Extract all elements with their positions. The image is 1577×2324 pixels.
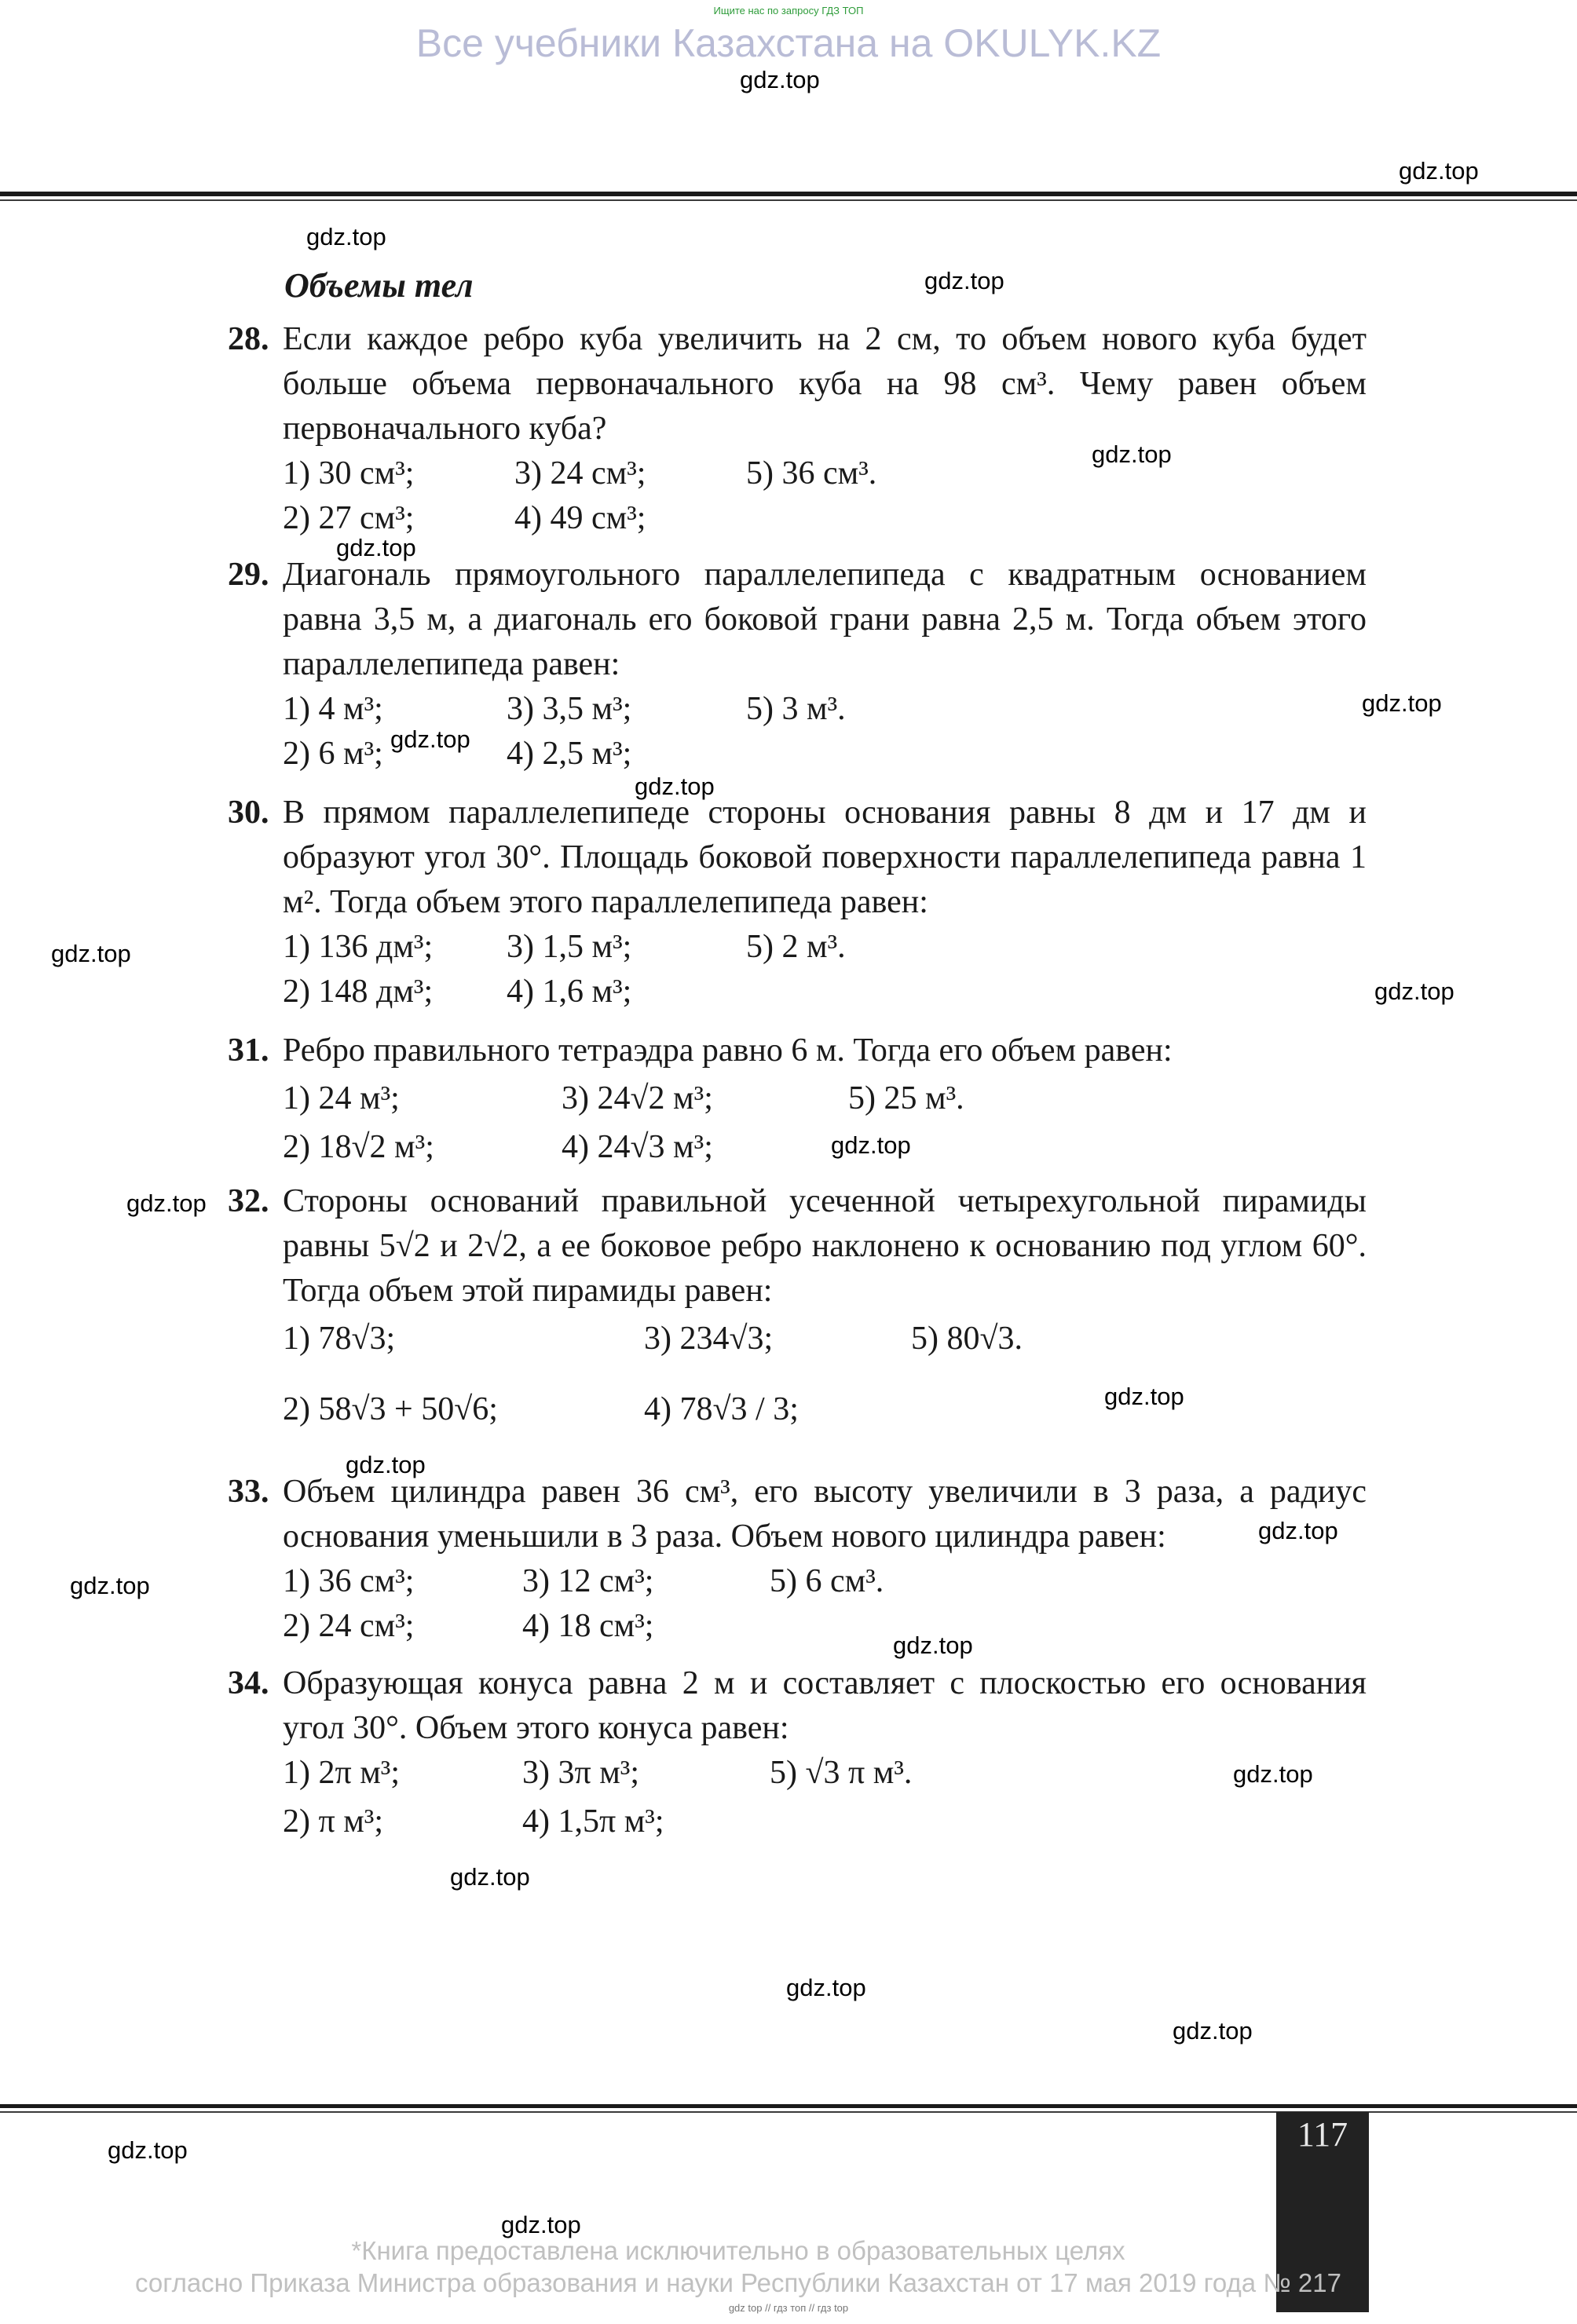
- watermark: gdz.top: [786, 1974, 866, 2001]
- problem-statement: Образующая конуса равна 2 м и составляет с плоскостью его основания угол 30°. Объем этого конуса равен:: [283, 1665, 1367, 1746]
- disclaimer-line-1: *Книга предоставлена исключительно в образовательных целях: [351, 2236, 1125, 2265]
- problem-number: 28.: [228, 321, 269, 357]
- watermark: gdz.top: [306, 223, 386, 250]
- bottom-rule-thick: [0, 2104, 1577, 2108]
- watermark: gdz.top: [450, 1863, 530, 1891]
- answer-option: 1) 4 м³;: [283, 691, 383, 727]
- watermark: gdz.top: [1374, 977, 1454, 1005]
- answer-option: 4) 49 см³;: [514, 500, 646, 536]
- top-rule-thick: [0, 192, 1577, 196]
- options-row: [283, 1751, 1367, 1800]
- answer-option: 5) 2 м³.: [746, 929, 846, 965]
- answer-option: 3) 234√3;: [644, 1321, 774, 1357]
- top-search-hint: Ищите нас по запросу ГДЗ ТОП: [713, 5, 864, 16]
- answer-option: 2) 18√2 м³;: [283, 1129, 434, 1165]
- watermark: gdz.top: [1362, 689, 1442, 717]
- watermark: gdz.top: [1399, 157, 1479, 185]
- answer-option: 2) 148 дм³;: [283, 974, 434, 1010]
- problem-statement: Если каждое ребро куба увеличить на 2 см, то объем нового куба будет больше объема первоначального куба на 98 см³. Чему равен объем первоначального куба?: [283, 321, 1367, 447]
- answer-option: 4) 1,6 м³;: [507, 974, 632, 1010]
- answer-option: 2) 27 см³;: [283, 500, 415, 536]
- problem-statement: Стороны оснований правильной усеченной четырехугольной пирамиды равны 5√2 и 2√2, а ее боковое ребро наклонено к основанию под углом 60°. Тогда объем этой пирамиды равен:: [283, 1183, 1367, 1309]
- watermark: gdz.top: [108, 2136, 188, 2164]
- answer-option: 1) 78√3;: [283, 1321, 396, 1357]
- answer-option: 1) 36 см³;: [283, 1563, 415, 1599]
- watermark: gdz.top: [1258, 1517, 1338, 1544]
- options-row: [283, 1800, 1367, 1844]
- problem-number: 33.: [228, 1474, 269, 1510]
- answer-option: 5) 25 м³.: [848, 1080, 964, 1116]
- watermark: gdz.top: [126, 1189, 207, 1217]
- answer-option: 3) 3,5 м³;: [507, 691, 632, 727]
- disclaimer-line-2: согласно Приказа Министра образования и науки Республики Казахстан от 17 мая 2019 года № 217: [135, 2268, 1341, 2297]
- problem-28: [228, 317, 1367, 541]
- options-row: [283, 451, 1367, 496]
- answer-option: 2) 6 м³;: [283, 736, 383, 772]
- answer-option: 4) 2,5 м³;: [507, 736, 632, 772]
- answer-option: 1) 30 см³;: [283, 455, 415, 491]
- options-row: [283, 1122, 1367, 1171]
- watermark: gdz.top: [831, 1131, 911, 1159]
- section-title: Объемы тел: [284, 266, 474, 305]
- options-row: [283, 925, 1367, 970]
- problem-statement: Ребро правильного тетраэдра равно 6 м. Тогда его объем равен:: [283, 1032, 1173, 1069]
- problem-31: [228, 1029, 1367, 1171]
- answer-option: 3) 24 см³;: [514, 455, 646, 491]
- watermark: gdz.top: [924, 267, 1004, 294]
- problem-statement: В прямом параллелепипеде стороны основания равны 8 дм и 17 дм и образуют угол 30°. Площадь боковой поверхности параллелепипеда равна 1 м². Тогда объем этого параллелепипеда равен:: [283, 795, 1367, 920]
- watermark: gdz.top: [336, 534, 416, 561]
- problem-number: 32.: [228, 1183, 269, 1219]
- watermark: gdz.top: [1104, 1383, 1184, 1410]
- watermark: gdz.top: [1233, 1760, 1313, 1788]
- answer-option: 5) 3 м³.: [746, 691, 846, 727]
- answer-option: 2) 58√3 + 50√6;: [283, 1391, 498, 1427]
- problem-32: [228, 1179, 1367, 1447]
- top-rule-thin: [0, 199, 1577, 201]
- answer-option: 1) 24 м³;: [283, 1080, 400, 1116]
- options-row: [283, 1073, 1367, 1122]
- watermark: gdz.top: [346, 1451, 426, 1478]
- watermark: gdz.top: [893, 1632, 973, 1659]
- watermark: gdz.top: [70, 1572, 150, 1599]
- watermark: gdz.top: [1173, 2017, 1253, 2044]
- answer-option: 4) 24√3 м³;: [562, 1129, 713, 1165]
- problem-number: 34.: [228, 1665, 269, 1701]
- problem-number: 31.: [228, 1032, 269, 1069]
- answer-option: 5) 36 см³.: [746, 455, 877, 491]
- answer-option: 3) 3π м³;: [522, 1755, 640, 1791]
- watermark: gdz.top: [740, 66, 820, 93]
- problem-30: [228, 791, 1367, 1014]
- answer-option: 5) 6 см³.: [770, 1563, 884, 1599]
- options-row: [283, 1384, 1367, 1447]
- watermark: gdz.top: [51, 940, 131, 967]
- answer-option: 1) 2π м³;: [283, 1755, 401, 1791]
- watermark: gdz.top: [1092, 440, 1172, 468]
- watermark: gdz.top: [635, 773, 715, 800]
- options-row: [283, 970, 1367, 1014]
- problem-33: [228, 1470, 1367, 1649]
- watermark: gdz.top: [390, 725, 470, 753]
- answer-option: 1) 136 дм³;: [283, 929, 434, 965]
- answer-option: 4) 78√3 / 3;: [644, 1391, 799, 1427]
- problem-statement: Объем цилиндра равен 36 см³, его высоту увеличили в 3 раза, а радиус основания уменьшили в 3 раза. Объем нового цилиндра равен:: [283, 1474, 1367, 1555]
- options-row: [283, 1314, 1367, 1384]
- problem-statement: Диагональ прямоугольного параллелепипеда с квадратным основанием равна 3,5 м, а диагональ его боковой грани равна 2,5 м. Тогда объем этого параллелепипеда равен:: [283, 557, 1367, 682]
- page-number: 117: [1297, 2115, 1348, 2154]
- options-row: [283, 1559, 1367, 1604]
- answer-option: 5) 80√3.: [911, 1321, 1023, 1357]
- answer-option: 3) 12 см³;: [522, 1563, 654, 1599]
- answer-option: 3) 24√2 м³;: [562, 1080, 713, 1116]
- options-row: [283, 496, 1367, 541]
- site-banner: Все учебники Казахстана на OKULYK.KZ: [415, 21, 1162, 65]
- watermark: gdz.top: [501, 2211, 581, 2238]
- answer-option: 2) π м³;: [283, 1803, 384, 1840]
- problem-number: 29.: [228, 557, 269, 593]
- problem-number: 30.: [228, 795, 269, 831]
- problem-34: [228, 1661, 1367, 1844]
- answer-option: 3) 1,5 м³;: [507, 929, 632, 965]
- footer-links: gdz top // гдз топ // гдз top: [728, 2302, 849, 2314]
- answer-option: 5) √3 π м³.: [770, 1755, 913, 1791]
- answer-option: 4) 18 см³;: [522, 1608, 654, 1644]
- answer-option: 4) 1,5π м³;: [522, 1803, 664, 1840]
- options-row: [283, 1604, 1367, 1649]
- answer-option: 2) 24 см³;: [283, 1608, 415, 1644]
